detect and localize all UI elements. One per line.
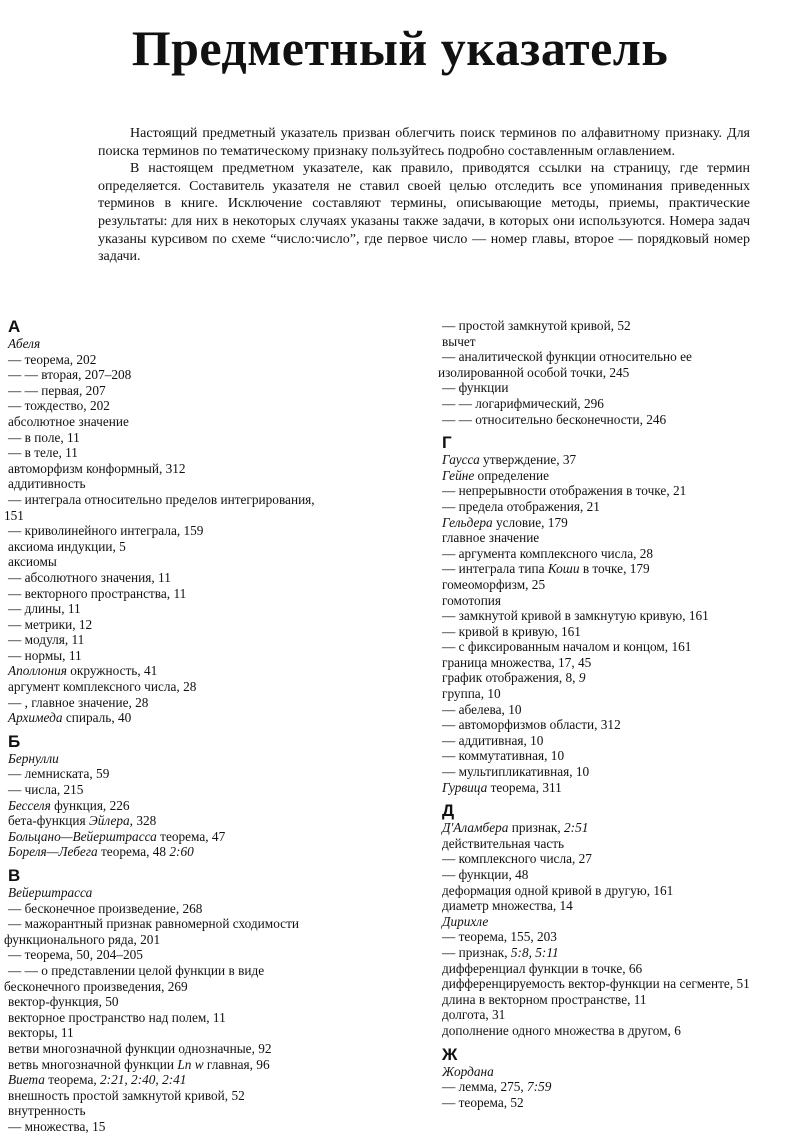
- index-entry: долгота, 31: [442, 1007, 506, 1023]
- index-entry: Виета теорема, 2:21, 2:40, 2:41: [8, 1072, 187, 1088]
- index-entry: — — о представлении целой функции в виде: [8, 962, 265, 978]
- index-entry: внутренность: [8, 1103, 86, 1119]
- index-entry: — криволинейного интеграла, 159: [8, 523, 204, 539]
- index-entry: — кривой в кривую, 161: [442, 623, 581, 639]
- index-entry: — аддитивная, 10: [442, 732, 544, 748]
- index-entry: внешность простой замкнутой кривой, 52: [8, 1087, 245, 1103]
- index-entry: главное значение: [442, 530, 540, 546]
- index-entry: вектор-функция, 50: [8, 994, 119, 1010]
- index-entry: — — вторая, 207–208: [8, 367, 132, 383]
- index-entry: — бесконечное произведение, 268: [8, 900, 203, 916]
- index-entry: действительная часть: [442, 835, 565, 851]
- index-entry: — мажорантный признак равномерной сходимости: [8, 916, 299, 932]
- index-entry: — функции, 48: [442, 867, 529, 882]
- section-letter: А: [8, 317, 21, 336]
- index-entry-continuation: 151: [4, 507, 24, 523]
- index-entry: — интеграла относительно пределов интегрирования,: [8, 491, 315, 507]
- index-entry: Д'Аламбера признак, 2:51: [442, 820, 589, 836]
- index-entry: Бернулли: [8, 750, 59, 766]
- section-letter: Ж: [442, 1044, 458, 1064]
- section-letter: Г: [442, 433, 452, 453]
- index-entry: Гельдера условие, 179: [442, 514, 568, 530]
- index-entry: Бесселя функция, 226: [8, 797, 130, 813]
- page-title: Предметный указатель: [131, 20, 669, 76]
- index-entry: Дирихле: [442, 913, 489, 929]
- index-entry: дифференцируемость вектор-функции на сегменте, 51: [442, 976, 750, 992]
- index-entry: — теорема, 50, 204–205: [8, 947, 143, 963]
- index-entry: автоморфизм конформный, 312: [8, 460, 186, 476]
- section-letter: В: [8, 866, 21, 885]
- index-entry: гомотопия: [442, 592, 502, 608]
- index-entry: аддитивность: [8, 476, 86, 492]
- index-entry: деформация одной кривой в другую, 161: [442, 882, 674, 898]
- index-entry: группа, 10: [442, 686, 501, 702]
- index-entry-continuation: изолированной особой точки, 245: [438, 364, 630, 380]
- index-entry: ветвь многозначной функции Ln w главная, 96: [8, 1056, 270, 1072]
- index-entry: — теорема, 202: [8, 351, 97, 367]
- intro-paragraph: Настоящий предметный указатель призван облегчить поиск терминов по алфавитному признаку. Для поиска терминов по тематическому признаку пользуйтесь подробно составленным оглавлением.: [98, 126, 750, 159]
- index-entry: — векторного пространства, 11: [8, 585, 187, 601]
- index-entry: график отображения, 8, 9: [442, 670, 586, 686]
- section-letter: Д: [442, 801, 455, 821]
- index-entry: — — относительно бесконечности, 246: [442, 411, 667, 427]
- index-entry: Архимеда спираль, 40: [8, 710, 132, 726]
- index-entry: — нормы, 11: [8, 647, 82, 663]
- index-entry: — в поле, 11: [8, 429, 80, 445]
- index-entry: — простой замкнутой кривой, 52: [442, 318, 631, 333]
- intro-paragraph: В настоящем предметном указателе, как правило, приводятся ссылки на страницу, где термин определяется. Составитель указателя не ставил своей целью отследить все упоминания приведенных терминов в книге. Исключение составляют термины, описывающие методы, приемы, практические результаты: для них в некоторых случаях указаны также задачи, в которых они используются. Номера задач указаны курсивом по схеме “число:число”, где первое число — номер главы, второе — порядковый номер задачи.: [98, 161, 750, 265]
- index-entry: — коммутативная, 10: [442, 748, 565, 764]
- index-entry: — замкнутой кривой в замкнутую кривую, 161: [442, 608, 709, 624]
- index-entry: — метрики, 12: [8, 616, 93, 632]
- index-entry: бета-функция Эйлера, 328: [8, 813, 157, 829]
- index-entry: — длины, 11: [8, 601, 81, 617]
- index-entry: ветви многозначной функции однозначные, 92: [8, 1040, 272, 1056]
- index-entry: — — первая, 207: [8, 382, 106, 398]
- index-entry: — — логарифмический, 296: [442, 395, 604, 411]
- index-entry: — предела отображения, 21: [442, 498, 600, 514]
- index-entry: — лемниската, 59: [8, 766, 110, 782]
- index-entry: — теорема, 155, 203: [442, 929, 557, 945]
- index-entry: — аргумента комплексного числа, 28: [442, 545, 654, 561]
- index-entry: граница множества, 17, 45: [442, 654, 592, 670]
- section-letter: Б: [8, 731, 21, 751]
- index-entry: Гейне определение: [442, 467, 550, 483]
- index-entry: — интеграла типа Коши в точке, 179: [442, 561, 650, 577]
- index-entry: длина в векторном пространстве, 11: [442, 991, 647, 1007]
- index-entry: — комплексного числа, 27: [442, 851, 592, 867]
- index-column-right: [438, 318, 794, 1110]
- index-entry: векторное пространство над полем, 11: [8, 1009, 226, 1025]
- index-entry: вычет: [442, 333, 476, 349]
- index-entry: — в теле, 11: [8, 445, 78, 461]
- index-column-left: [4, 317, 408, 1135]
- index-entry: векторы, 11: [8, 1025, 74, 1041]
- index-entry: — , главное значение, 28: [8, 694, 149, 710]
- index-entry: гомеоморфизм, 25: [442, 576, 546, 592]
- index-entry: аксиомы: [8, 554, 57, 570]
- index-entry: — множества, 15: [8, 1118, 106, 1134]
- index-entry: — автоморфизмов области, 312: [442, 717, 621, 733]
- index-entry-continuation: бесконечного произведения, 269: [4, 978, 188, 994]
- index-entry: Бореля—Лебега теорема, 48 2:60: [8, 844, 194, 860]
- index-entry: — мультипликативная, 10: [442, 764, 590, 780]
- intro-text: [98, 125, 750, 266]
- index-entry: — тождество, 202: [8, 398, 110, 414]
- index-entry: — непрерывности отображения в точке, 21: [442, 483, 687, 499]
- index-entry: — теорема, 52: [442, 1094, 524, 1110]
- index-entry: Абеля: [8, 336, 41, 351]
- index-entry: Аполлония окружность, 41: [8, 663, 158, 679]
- index-entry: абсолютное значение: [8, 413, 129, 429]
- index-entry: — абсолютного значения, 11: [8, 569, 171, 585]
- index-entry: — признак, 5:8, 5:11: [442, 944, 559, 960]
- index-entry: Жордана: [442, 1063, 494, 1079]
- index-entry: — модуля, 11: [8, 632, 85, 648]
- index-entry: — числа, 215: [8, 782, 84, 798]
- index-entry: — аналитической функции относительно ее: [442, 349, 692, 365]
- index-entry: диаметр множества, 14: [442, 898, 573, 914]
- index-entry: — абелева, 10: [442, 701, 522, 717]
- index-entry: — лемма, 275, 7:59: [442, 1079, 552, 1095]
- index-entry-continuation: функционального ряда, 201: [4, 931, 161, 947]
- index-entry: аксиома индукции, 5: [8, 538, 126, 554]
- index-entry: дифференциал функции в точке, 66: [442, 960, 643, 976]
- index-entry: — функции: [442, 380, 509, 396]
- index-entry: дополнение одного множества в другом, 6: [442, 1022, 681, 1038]
- index-entry: аргумент комплексного числа, 28: [8, 679, 197, 695]
- index-entry: Вейерштрасса: [8, 885, 93, 900]
- index-entry: Больцано—Вейерштрасса теорема, 47: [8, 828, 226, 844]
- index-entry: Гаусса утверждение, 37: [442, 452, 577, 468]
- index-entry: Гурвица теорема, 311: [442, 779, 562, 795]
- index-entry: — с фиксированным началом и концом, 161: [442, 639, 692, 655]
